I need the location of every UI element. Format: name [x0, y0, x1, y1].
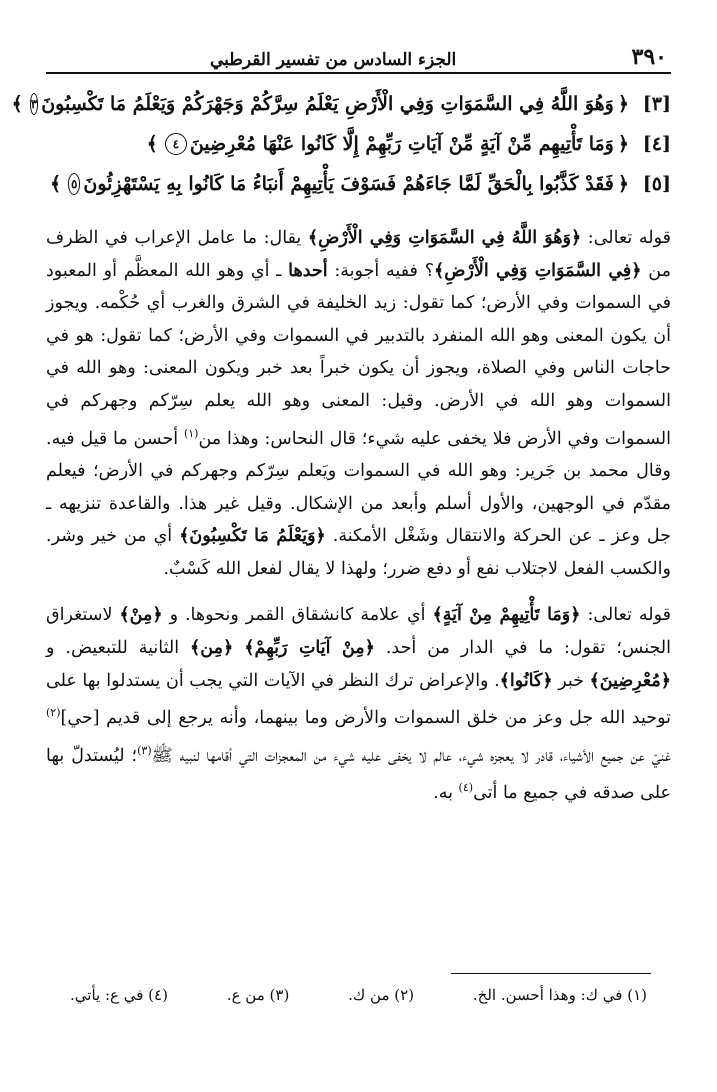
commentary-text: لاستغراق الجنس؛ تقول: ما في الدار من أحد.	[46, 605, 671, 658]
quran-close-bracket: ﴾	[146, 133, 158, 155]
verse-number: [٣]	[642, 93, 671, 115]
verse-line	[46, 124, 671, 164]
footnotes	[70, 986, 647, 1004]
commentary-paragraph-2	[46, 599, 671, 809]
emphasis-word: أحدها	[288, 260, 328, 281]
quran-close-bracket: ﴾	[50, 173, 62, 195]
page-header	[46, 40, 671, 72]
page-number: ٣٩٠	[631, 44, 667, 70]
commentary-text: الثانية للتبعيض. و	[46, 637, 191, 658]
quran-quote: ﴿وَيَعْلَمُ مَا تَكْسِبُونَ﴾	[179, 526, 326, 547]
verse-line	[46, 164, 671, 204]
quran-quote: ﴿كَانُوا﴾	[499, 670, 553, 691]
quran-quote: ﴿مِنْ﴾	[119, 605, 163, 626]
quran-open-bracket: ﴿	[617, 93, 629, 115]
commentary-text: أي علامة كانشقاق القمر ونحوها. و	[162, 605, 433, 626]
quran-close-bracket: ﴾	[11, 93, 23, 115]
verse-text: وَهُوَ اللَّهُ فِي السَّمَوَاتِ وَفِي الْأَرْضِ يَعْلَمُ سِرَّكُمْ وَجَهْرَكُمْ وَيَعْلَمُ مَا تَكْسِبُونَ	[41, 93, 614, 115]
commentary-text: يقال: ما عامل الإعراب في الظرف من	[46, 228, 672, 281]
ayah-end-mark-icon: ٣	[30, 93, 38, 115]
commentary-text: غنيّ عن جميع الأشياء، قادر لا يعجزه شيء، عالم لا يخفى عليه شيء من المعجزات التي أقامها لنبيه ﷺ	[151, 745, 671, 766]
commentary-text: ؛ ليُستدلّ بها على صدقه في جميع ما أتى	[46, 745, 671, 803]
footnote-3: (٣) من ع.	[226, 986, 290, 1004]
quran-quote: ﴿مِن﴾	[190, 637, 234, 658]
commentary-text	[233, 638, 244, 658]
commentary-text: به.	[433, 782, 459, 803]
commentary-paragraph-1	[46, 222, 671, 585]
commentary-text: قوله تعالى:	[581, 228, 671, 248]
verse-number: [٥]	[642, 173, 671, 195]
quran-quote: ﴿فِي السَّمَوَاتِ وَفِي الْأَرْضِ﴾	[433, 260, 642, 281]
verse-text: فَقَدْ كَذَّبُوا بِالْحَقِّ لَمَّا جَاءَهُمْ فَسَوْفَ يَأْتِيهِمْ أَنبَاءُ مَا كَانُوا بِهِ يَسْتَهْزِئُونَ	[83, 173, 614, 195]
verse-line	[11, 84, 671, 124]
verse-number: [٤]	[642, 133, 671, 155]
footnote-4: (٤) في ع: يأتي.	[70, 986, 168, 1004]
commentary-text: ؟ ففيه أجوبة:	[327, 260, 434, 281]
quran-quote: ﴿مُعْرِضِينَ﴾	[589, 670, 671, 691]
verses-block	[11, 84, 671, 204]
footnote-1: (١) في ك: وهذا أحسن. الخ.	[472, 986, 647, 1004]
ayah-end-mark-icon: ٤	[165, 133, 187, 155]
footnote-rule	[451, 973, 651, 974]
footnote-ref-4: (٤)	[458, 780, 474, 794]
footnote-ref-3: (٣)	[137, 743, 152, 757]
commentary-text: قوله تعالى:	[580, 605, 671, 626]
quran-open-bracket: ﴿	[617, 133, 629, 155]
footnote-2: (٢) من ك.	[348, 986, 415, 1004]
verse-text: وَمَا تَأْتِيهِم مِّنْ آيَةٍ مِّنْ آيَاتِ رَبِّهِمْ إِلَّا كَانُوا عَنْهَا مُعْرِضِينَ	[189, 133, 614, 155]
commentary-text: أحسن ما قيل فيه. وقال محمد بن جَرير: وهو الله في السموات ويَعلم سِرّكم وجهركم في الأرض؛ فيعلم مقدّم في الوجهين، والأول أسلم وأبعد من الإشكال. وقيل غير هذا. والقاعدة تنزيهه ـ جل وعز ـ عن الحركة والانتقال وشَغْل الأمكنة.	[46, 428, 671, 547]
commentary-text: أي من خير وشر. والكسب الفعل لاجتلاب نفع أو دفع ضرر؛ ولهذا لا يقال لفعل الله كَسْبٌ.	[46, 526, 671, 579]
footnote-ref-2: (٢)	[46, 706, 61, 720]
quran-quote: ﴿مِنْ آيَاتِ رَبِّهِمْ﴾	[244, 637, 375, 658]
header-rule	[46, 72, 671, 74]
commentary-text: . والإعراض ترك النظر في الآيات التي يجب أن يستدلوا بها على توحيد الله جل وعز من خلق السموات والأرض وما بينهما، وأنه يرجع إلى قديم [حي]	[46, 670, 671, 728]
ayah-end-mark-icon: ٥	[68, 173, 80, 195]
quran-quote: ﴿وَمَا تَأْتِيهِمْ مِنْ آيَةٍ﴾	[432, 605, 581, 626]
quran-open-bracket: ﴿	[617, 173, 629, 195]
commentary-text: خبر	[552, 670, 590, 691]
commentary-text: ـ أي وهو الله المعظَّم أو المعبود في السموات وفي الأرض؛ كما تقول: زيد الخليفة في الشرق والغرب أي حُكْمه. ويجوز أن يكون المعنى وهو الله المنفرد بالتدبير في السموات وفي الأرض؛ كما تقول: هو في حاجات الناس وفي الصلاة، ويجوز أن يكون خبراً بعد خبر ويكون المعنى: وهو الله في السموات وهو الله في الأرض. وقيل: المعنى وهو الله يعلم سِرّكم وجهركم في السموات وفي الأرض فلا يخفى عليه شيء؛ قال النحاس: وهذا من	[46, 260, 671, 449]
running-title: الجزء السادس من تفسير القرطبي	[210, 50, 457, 70]
quran-quote: ﴿وَهُوَ اللَّهُ فِي السَّمَوَاتِ وَفِي الْأَرْضِ﴾	[307, 228, 582, 248]
footnote-ref-1: (١)	[183, 426, 199, 440]
